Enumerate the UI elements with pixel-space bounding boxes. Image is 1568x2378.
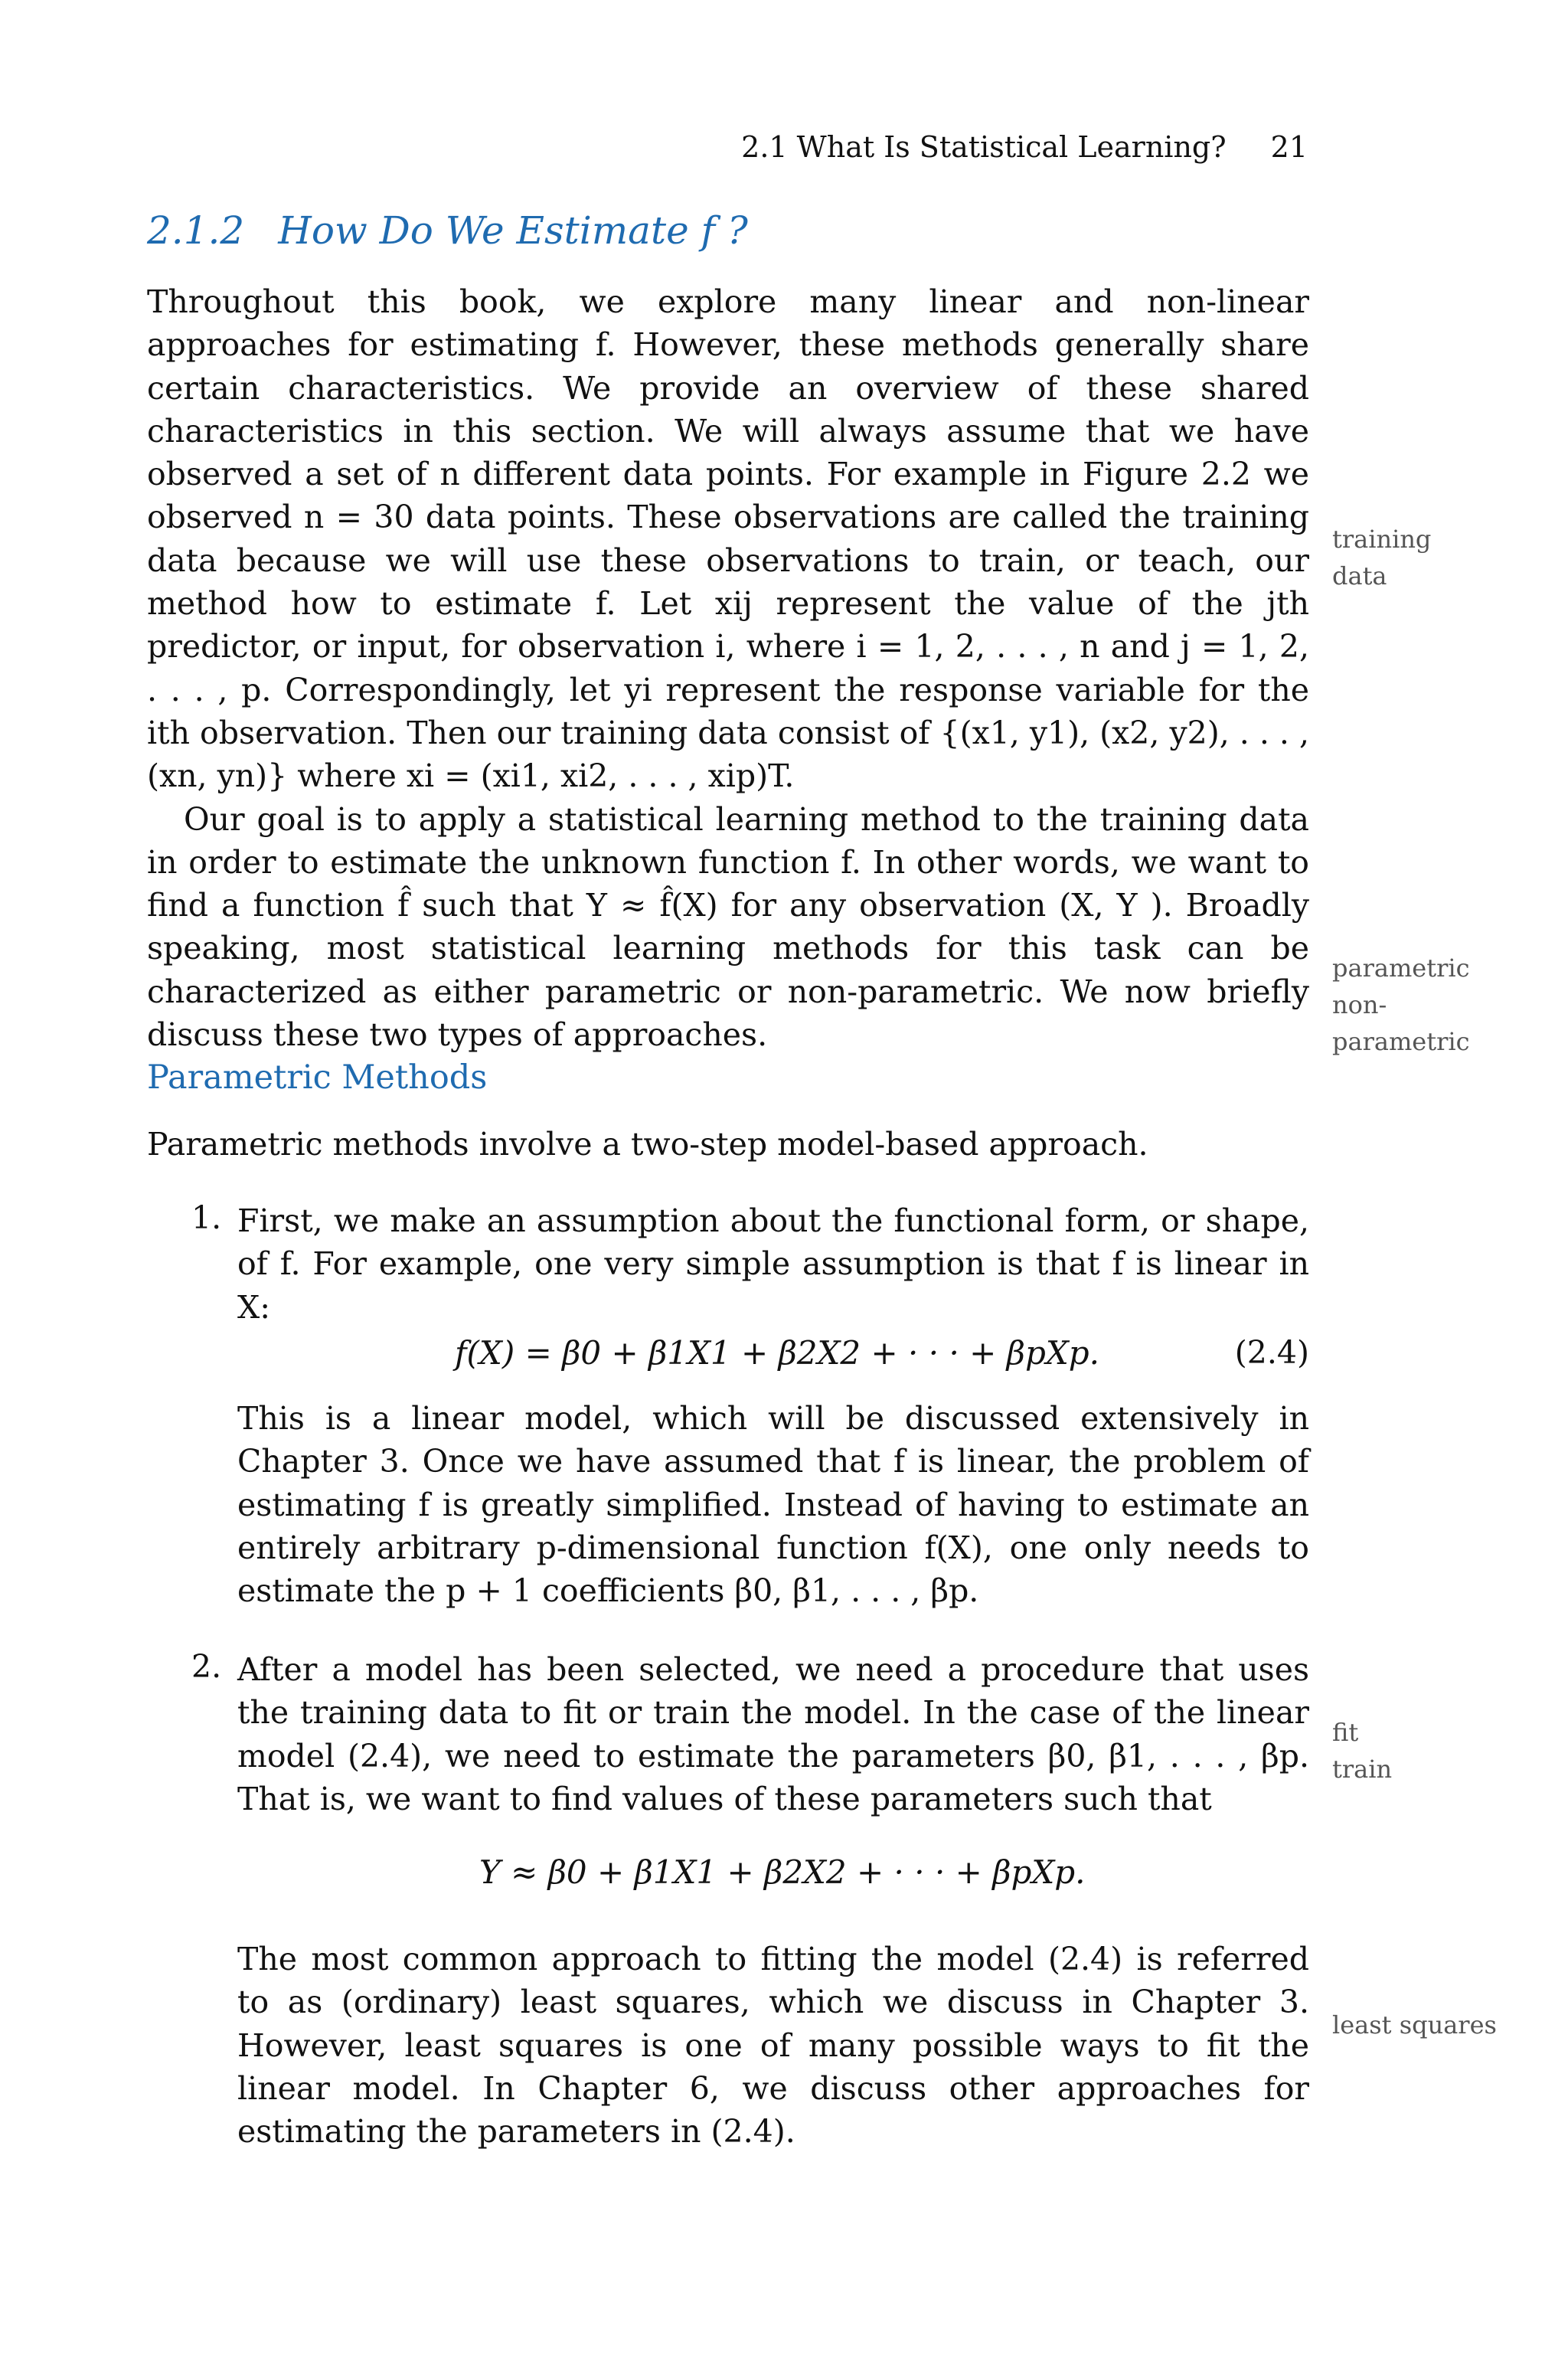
page-number: 21	[1270, 130, 1308, 164]
section-number: 2.1.2	[147, 208, 245, 253]
step-1-text-b: This is a linear model, which will be discussed extensively in Chapter 3. Once we have assumed that f is linear, the problem of estimating f is greatly simplified. Instead of having to estimate an entirely arbitrary p-dimensional function f(X), one only needs to estimate the p + 1 coefficients β0, β1, . . . , βp.	[237, 1400, 1309, 1610]
step-1-number: 1.	[191, 1199, 222, 1236]
margin-note-training-data: training data	[1332, 525, 1432, 590]
step-1-text-a: First, we make an assumption about the functional form, or shape, of f. For example, one very simple assumption is that f is linear in X:	[237, 1202, 1309, 1326]
running-header	[741, 130, 1308, 164]
step-2-text-a: After a model has been selected, we need a procedure that uses the training data to fit or train the model. In the case of the linear model (2.4), we need to estimate the parameters β0, β1, . . . , βp. That is, we want to find values of these parameters such that	[237, 1651, 1309, 1817]
body-text-block-1	[147, 280, 1309, 1056]
subsection-title: Parametric Methods	[147, 1058, 488, 1097]
equation-number-2-4: (2.4)	[1234, 1334, 1309, 1371]
margin-note-parametric: parametric non- parametric	[1332, 953, 1470, 1056]
section-heading	[147, 208, 748, 253]
step-2-number: 2.	[191, 1648, 222, 1685]
equation-approx: Y ≈ β0 + β1X1 + β2X2 + · · · + βpXp.	[479, 1853, 1086, 1891]
header-title: 2.1 What Is Statistical Learning?	[741, 130, 1227, 164]
step-2-text-b: The most common approach to fitting the model (2.4) is referred to as (ordinary) least squares, which we discuss in Chapter 3. However, least squares is one of many possible ways to fit the linear model. In Chapter 6, we discuss other approaches for estimating the parameters in (2.4).	[237, 1941, 1309, 2151]
section-title: How Do We Estimate f ?	[278, 208, 748, 253]
margin-note-fit-train: fit train	[1332, 1718, 1393, 1784]
intro-text: Parametric methods involve a two-step model-based approach.	[147, 1126, 1148, 1163]
paragraph-2: Our goal is to apply a statistical learning method to the training data in order to estimate the unknown function f. In other words, we want to find a function f̂ such that Y ≈ f̂(X) for any observation (X, Y ). Broadly speaking, most statistical learning methods for this task can be characterized as either parametric or non-parametric. We now briefly discuss these two types of approaches.	[147, 800, 1309, 1054]
margin-note-least-squares: least squares	[1332, 2010, 1497, 2039]
paragraph-1: Throughout this book, we explore many linear and non-linear approaches for estimating f. However, these methods generally share certain characteristics. We provide an overview of these shared characteristics in this section. We will always assume that we have observed a set of n different data points. For example in Figure 2.2 we observed n = 30 data points. These observations are called the training data because we will use these observations to train, or teach, our method how to estimate f. Let xij represent the value of the jth predictor, or input, for observation i, where i = 1, 2, . . . , n and j = 1, 2, . . . , p. Correspondingly, let yi represent the response variable for the ith observation. Then our training data consist of {(x1, y1), (x2, y2), . . . , (xn, yn)} where xi = (xi1, xi2, . . . , xip)T.	[147, 283, 1309, 795]
equation-2-4: f(X) = β0 + β1X1 + β2X2 + · · · + βpXp.	[455, 1334, 1099, 1372]
